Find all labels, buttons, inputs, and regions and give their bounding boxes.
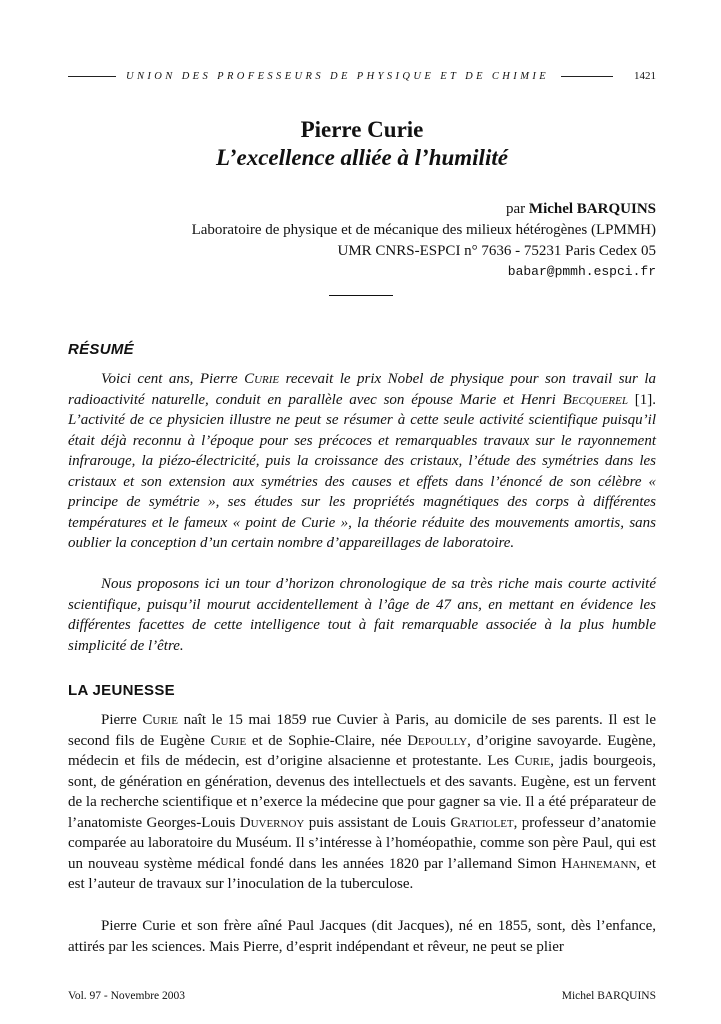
author-email: babar@pmmh.espci.fr [507,264,656,279]
person-name: Curie [244,371,280,387]
resume-paragraph-2 [68,574,656,656]
jeunesse-paragraph-1 [68,710,656,895]
article-title: Pierre Curie [300,117,424,142]
person-name: Depoully [407,732,468,749]
text-run: et de Sophie-Claire, née [251,732,402,749]
text-run: puis assistant de Louis [308,814,446,831]
article-subtitle: L’excellence alliée à l’humilité [216,145,508,170]
jeunesse-heading: LA JEUNESSE [68,682,175,699]
person-name: Curie [142,712,179,728]
footer-volume: Vol. 97 - Novembre 2003 [68,990,186,1002]
title-block [68,116,656,173]
footer-author: Michel BARQUINS [561,990,656,1002]
running-header [68,67,656,85]
person-name: Curie [514,753,551,769]
by-prefix: par [506,201,526,217]
affiliation: Laboratoire de physique et de mécanique des milieux hétérogènes (LPMMH) [191,222,656,238]
header-rule-left [68,76,116,77]
text-run: Voici cent ans, Pierre [101,371,238,387]
text-run: recevait le prix Nobel de physique pour son travail sur la radioactivité naturelle, conduit en parallèle avec son épouse Marie et Henri [68,371,656,408]
journal-name: UNION DES PROFESSEURS DE PHYSIQUE ET DE CHIMIE [126,70,550,82]
address: UMR CNRS-ESPCI n° 7636 - 75231 Paris Cedex 05 [337,243,656,259]
resume-paragraph-1 [68,369,656,554]
text-run: , et est l’auteur de travaux sur l’inoculation de la tuberculose. [68,855,656,892]
author-name: Michel BARQUINS [528,201,656,217]
person-name: Becquerel [562,391,628,408]
person-name: Hahnemann [561,855,637,872]
text-run: Nous proposons ici un tour d’horizon chronologique de sa très riche mais courte activité scientifique, puisqu’il mourut accidentellement à l’âge de 47 ans, en mettant en évidence les différentes facettes de cette intelligence tout à fait remarquable associée à la plus humble simplicité de l’être. [68,576,656,654]
text-run: naît le 15 mai 1859 rue Cuvier à Paris, au domicile de ses parents. Il est le second fils de Eugène [68,712,657,749]
author-line [96,199,656,220]
document-page [68,0,656,1024]
jeunesse-paragraph-2 [68,916,656,957]
person-name: Duvernoy [239,814,305,831]
text-run: , d’origine savoyarde. Eugène, médecin et fils de médecin, est d’origine alsacienne et protestante. Les [68,732,656,769]
text-run: Pierre [101,712,137,728]
text-run: L’activité de ce physicien illustre ne peut se résumer à cette seule activité scientifique puisqu’il était déjà reconnu à l’époque pour ses précoces et remarquables travaux sur le rayonnement infrarouge, la piézo-électricité, puis la croissance des cristaux, l’étude des symétries dans les cristaux et son extension aux symétries des causes et effets dans l’énoncé de son célèbre « principe de symétrie », ses études sur les propriétés magnétiques des corps à différentes températures et le fameux « point de Curie », la théorie réduite des mouvements amortis, sans oublier la conception d’un certain nombre d’appareillages de laboratoire. [68,412,656,551]
page-number: 1421 [634,70,656,82]
citation-ref: [1]. [634,391,657,408]
author-block [96,199,656,282]
title-separator [329,295,393,296]
resume-heading: RÉSUMÉ [68,341,134,358]
page-footer [68,990,656,1002]
text-run: , jadis bourgeois, sont, de génération en génération, devenus des intellectuels et des savants. Eugène, est un fervent de la recherche scientifique et n’exerce la médecine que pour gagner sa vie. Il a été préparateur de l’anatomiste Georges-Louis [68,753,657,831]
person-name: Gratiolet [450,814,514,831]
text-run: , professeur d’anatomie comparée au laboratoire du Muséum. Il s’intéresse à l’homéopathie, comme son père Paul, qui est un nouveau système médical fondé dans les années 1820 par l’allemand Simon [68,814,657,872]
header-rule-right [561,76,613,77]
person-name: Curie [210,732,247,749]
text-run: Pierre Curie et son frère aîné Paul Jacques (dit Jacques), né en 1855, sont, dès l’enfance, attirés par les sciences. Mais Pierre, d’esprit indépendant et rêveur, ne peut se plier [68,918,656,955]
